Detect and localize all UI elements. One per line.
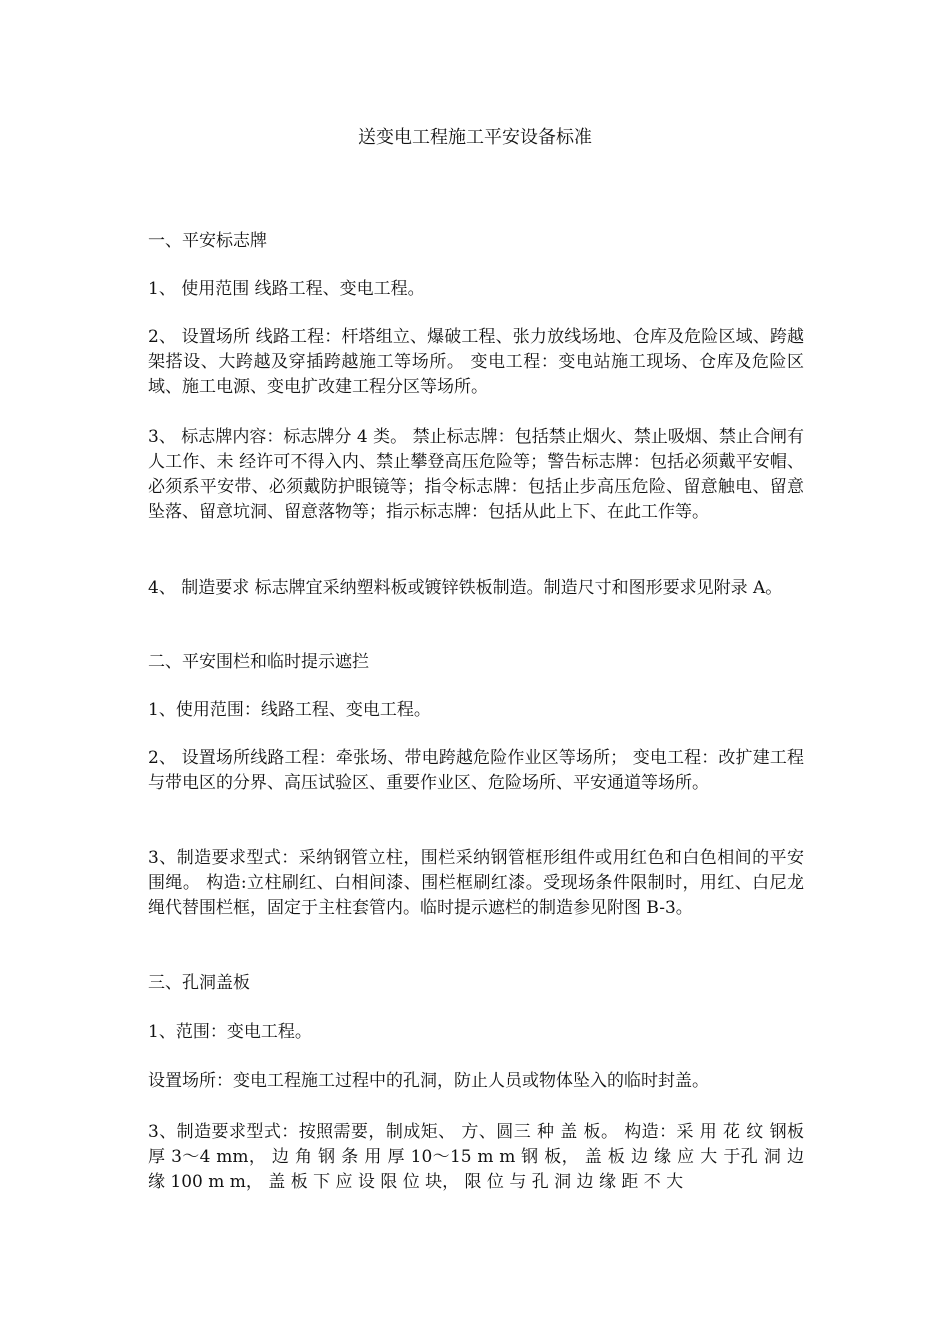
paragraph: 4、 制造要求 标志牌宜采纳塑料板或镀锌铁板制造。制造尺寸和图形要求见附录 A。 xyxy=(148,578,783,598)
section-heading-3: 三、孔洞盖板 xyxy=(148,973,250,993)
paragraph: 2、 设置场所 线路工程：杆塔组立、爆破工程、张力放线场地、仓库及危险区域、跨越架搭设、大跨越及穿插跨越施工等场所。 变电工程：变电站施工现场、仓库及危险区域、施工电源、变电扩改建工程分区等场所。 xyxy=(148,327,804,397)
paragraph: 2、 设置场所线路工程：牵张场、带电跨越危险作业区等场所； 变电工程：改扩建工程与带电区的分界、高压试验区、重要作业区、危险场所、平安通道等场所。 xyxy=(148,748,804,793)
paragraph: 3、制造要求型式：采纳钢管立柱，围栏采纳钢管框形组件或用红色和白色相间的平安围绳。 构造:立柱刷红、白相间漆、围栏框刷红漆。受现场条件限制时，用红、白尼龙绳代替围栏框，固定于主柱套管内。临时提示遮栏的制造参见附图 B-3。 xyxy=(148,848,804,918)
paragraph: 1、 使用范围 线路工程、变电工程。 xyxy=(148,279,425,299)
section-heading-2: 二、平安围栏和临时提示遮拦 xyxy=(148,652,369,672)
paragraph: 3、制造要求型式：按照需要，制成矩、 方、圆三 种 盖 板。 构造：采 用 花 纹 钢板 厚 3～4 mm， 边 角 钢 条 用 厚 10～15 m m 钢 板， 盖 板 边 缘 应 大 于孔 洞 边 缘 100 m m， 盖 板 下 应 设 限 位 块， 限 位 与 孔 洞 边 缘 距 不 大 xyxy=(148,1122,804,1192)
paragraph: 1、使用范围：线路工程、变电工程。 xyxy=(148,700,431,720)
paragraph: 3、 标志牌内容：标志牌分 4 类。 禁止标志牌：包括禁止烟火、禁止吸烟、禁止合闸有人工作、未 经许可不得入内、禁止攀登高压危险等；警告标志牌：包括必须戴平安帽、必须系平安带、必须戴防护眼镜等；指令标志牌：包括止步高压危险、留意触电、留意坠落、留意坑洞、留意落物等；指示标志牌：包括从此上下、在此工作等。 xyxy=(148,427,804,522)
section-heading-1: 一、平安标志牌 xyxy=(148,231,267,251)
document-title: 送变电工程施工平安设备标准 xyxy=(358,127,592,148)
paragraph: 1、范围：变电工程。 xyxy=(148,1022,312,1042)
paragraph: 设置场所：变电工程施工过程中的孔洞，防止人员或物体坠入的临时封盖。 xyxy=(148,1071,709,1091)
